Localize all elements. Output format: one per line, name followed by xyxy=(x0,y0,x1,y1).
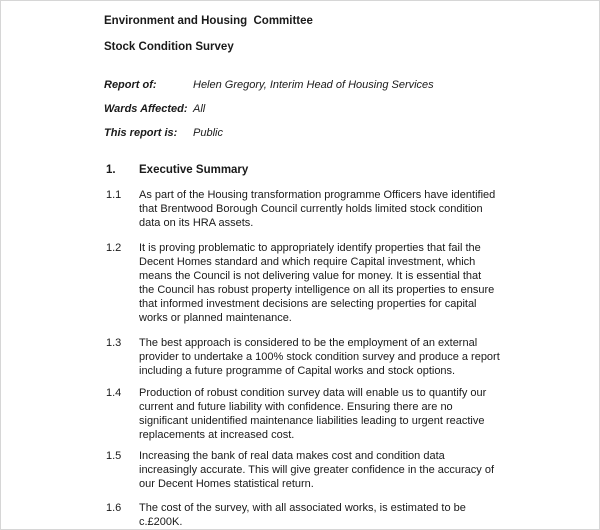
text-line: data on its HRA assets. xyxy=(139,217,254,229)
text-line: The best approach is considered to be the employment of an external xyxy=(139,337,478,349)
meta-label: Report of: xyxy=(104,79,157,91)
text-line: As part of the Housing transformation programme Officers have identified xyxy=(139,189,496,201)
paragraph-number: 1.6 xyxy=(106,502,122,514)
paragraph-number: 1.4 xyxy=(106,387,122,399)
section-number: 1. xyxy=(106,164,116,176)
paragraph-text xyxy=(139,241,531,325)
text-line: that Brentwood Borough Council currently holds limited stock condition xyxy=(139,203,483,215)
meta-label: Wards Affected: xyxy=(104,103,188,115)
text-line: provider to undertake a 100% stock condition survey and produce a report xyxy=(139,351,500,363)
text-line: including a future programme of Capital works and stock options. xyxy=(139,365,456,377)
text-line: It is proving problematic to appropriately identify properties that fail the xyxy=(139,242,481,254)
text-line: current and future liability with confidence. Ensuring there are no xyxy=(139,401,453,413)
paragraph-text xyxy=(139,449,531,491)
text-line: replacements at increased cost. xyxy=(139,429,295,441)
text-line: means the Council is not delivering value for money. It is essential that xyxy=(139,270,482,282)
meta-wards-affected xyxy=(104,102,205,116)
paragraph-number: 1.3 xyxy=(106,337,122,349)
paragraph-text xyxy=(139,386,531,442)
paragraph-text xyxy=(139,501,531,529)
text-line: increasingly accurate. This will give greater confidence in the accuracy of xyxy=(139,464,495,476)
paragraph-number: 1.1 xyxy=(106,189,122,201)
paragraph-number: 1.5 xyxy=(106,450,122,462)
text-line: c.£200K. xyxy=(139,516,183,528)
meta-report-status xyxy=(104,126,223,140)
paragraph-text xyxy=(139,336,531,378)
text-line: Increasing the bank of real data makes cost and condition data xyxy=(139,450,445,462)
section-title: Executive Summary xyxy=(139,164,249,176)
meta-value: Public xyxy=(193,127,223,139)
document-title: Stock Condition Survey xyxy=(104,41,234,53)
meta-value: Helen Gregory, Interim Head of Housing Services xyxy=(193,79,434,91)
meta-report-of xyxy=(104,78,434,92)
committee-name: Environment and Housing Committee xyxy=(104,15,313,27)
text-line: our Decent Homes statistical return. xyxy=(139,478,314,490)
text-line: Decent Homes standard and which require Capital investment, which xyxy=(139,256,476,268)
text-line: Production of robust condition survey data will enable us to quantify our xyxy=(139,387,487,399)
meta-value: All xyxy=(193,103,206,115)
text-line: significant unidentified maintenance liabilities leading to urgent reactive xyxy=(139,415,485,427)
text-line: works or planned maintenance. xyxy=(139,312,292,324)
paragraph-number: 1.2 xyxy=(106,242,122,254)
meta-label: This report is: xyxy=(104,127,178,139)
text-line: The cost of the survey, with all associated works, is estimated to be xyxy=(139,502,466,514)
text-line: the Council has robust property intelligence on all its properties to ensure xyxy=(139,284,495,296)
paragraph-text xyxy=(139,188,531,230)
text-line: that informed investment decisions are selecting properties for capital xyxy=(139,298,477,310)
